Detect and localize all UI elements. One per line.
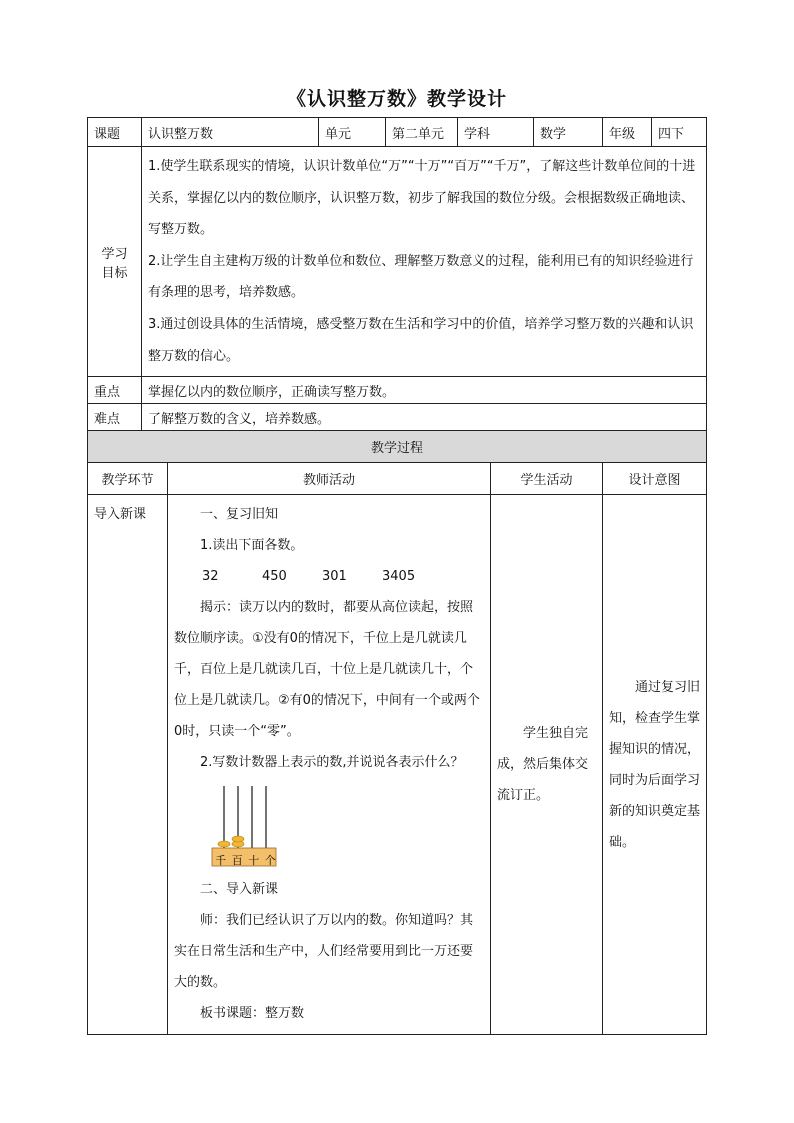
goals-label <box>88 147 142 377</box>
number-item: 3405 <box>382 569 416 585</box>
intro-heading: 二、导入新课 <box>200 882 279 898</box>
number-item: 32 <box>202 569 219 585</box>
key-point-row <box>88 377 707 404</box>
difficulty-row <box>88 404 707 431</box>
goals-content <box>142 147 707 377</box>
header-row <box>88 118 707 147</box>
counting-frame <box>174 778 484 874</box>
course-value: 认识整万数 <box>142 118 319 147</box>
board-title: 板书课题：整万数 <box>200 1006 305 1022</box>
goals-label-line1: 学习 <box>101 246 128 262</box>
unit-value: 第二单元 <box>386 118 458 147</box>
subject-label: 学科 <box>458 118 534 147</box>
grade-label: 年级 <box>603 118 652 147</box>
goals-row <box>88 147 707 377</box>
goal-item-2: 2.让学生自主建构万级的计数单位和数位、理解整万数意义的过程，能利用已有的知识经验进行有条理的思考，培养数感。 <box>148 253 694 301</box>
teacher-activity-cell <box>168 495 491 1035</box>
review-heading: 一、复习旧知 <box>200 507 279 523</box>
process-row-intro <box>88 495 707 1035</box>
unit-label: 单元 <box>319 118 386 147</box>
number-item: 450 <box>262 569 287 585</box>
bead <box>232 836 244 842</box>
process-section-title: 教学过程 <box>88 431 707 463</box>
question-1: 1.读出下面各数。 <box>200 538 304 554</box>
key-point-label: 重点 <box>88 377 142 404</box>
difficulty-text: 了解整万数的含义，培养数感。 <box>142 404 707 431</box>
design-intent-cell <box>603 495 707 1035</box>
goals-label-line2: 目标 <box>101 265 128 281</box>
lesson-plan-table <box>87 117 707 1035</box>
goal-item-1: 1.使学生联系现实的情境，认识计数单位“万”“十万”“百万”“千万”，了解这些计数单位间的十进关系，掌握亿以内的数位顺序，认识整万数，初步了解我国的数位分级。会根据数级正确地读、写整万数。 <box>148 159 696 238</box>
process-section-row <box>88 431 707 463</box>
stage-cell <box>88 495 168 1035</box>
goal-item-3: 3.通过创设具体的生活情境，感受整万数在生活和学习中的价值，培养学习整万数的兴趣和认识整万数的信心。 <box>148 316 694 364</box>
difficulty-label: 难点 <box>88 404 142 431</box>
col-student: 学生活动 <box>491 463 603 495</box>
number-item: 301 <box>322 569 347 585</box>
question-2: 2.写数计数器上表示的数,并说说各表示什么？ <box>200 755 464 771</box>
reading-hint: 揭示：读万以内的数时，都要从高位读起，按照数位顺序读。①没有0的情况下，千位上是几就读几千，百位上是几就读几百，十位上是几就读几十，个位上是几就读几。②有0的情况下，中间有一个或两个0时，只读一个“零”。 <box>174 600 480 740</box>
process-header-row <box>88 463 707 495</box>
number-list <box>174 561 484 592</box>
student-activity-text: 学生独自完成，然后集体交流订正。 <box>497 726 589 804</box>
col-intent: 设计意图 <box>603 463 707 495</box>
bead <box>218 841 230 847</box>
grade-value: 四下 <box>652 118 707 147</box>
col-stage: 教学环节 <box>88 463 168 495</box>
design-intent-text: 通过复习旧知，检查学生掌握知识的情况，同时为后面学习新的知识奠定基础。 <box>609 679 701 850</box>
abacus-place-labels: 千 百 十 个 <box>215 854 277 868</box>
student-activity-cell <box>491 495 603 1035</box>
teacher-talk: 师：我们已经认识了万以内的数。你知道吗？其实在日常生活和生产中，人们经常要用到比一万还要大的数。 <box>174 913 474 991</box>
document-title: 《认识整万数》教学设计 <box>286 88 507 110</box>
col-teacher: 教师活动 <box>168 463 491 495</box>
course-label: 课题 <box>88 118 142 147</box>
key-point-text: 掌握亿以内的数位顺序，正确读写整万数。 <box>142 377 707 404</box>
subject-value: 数学 <box>534 118 603 147</box>
stage-text: 导入新课 <box>94 507 147 523</box>
